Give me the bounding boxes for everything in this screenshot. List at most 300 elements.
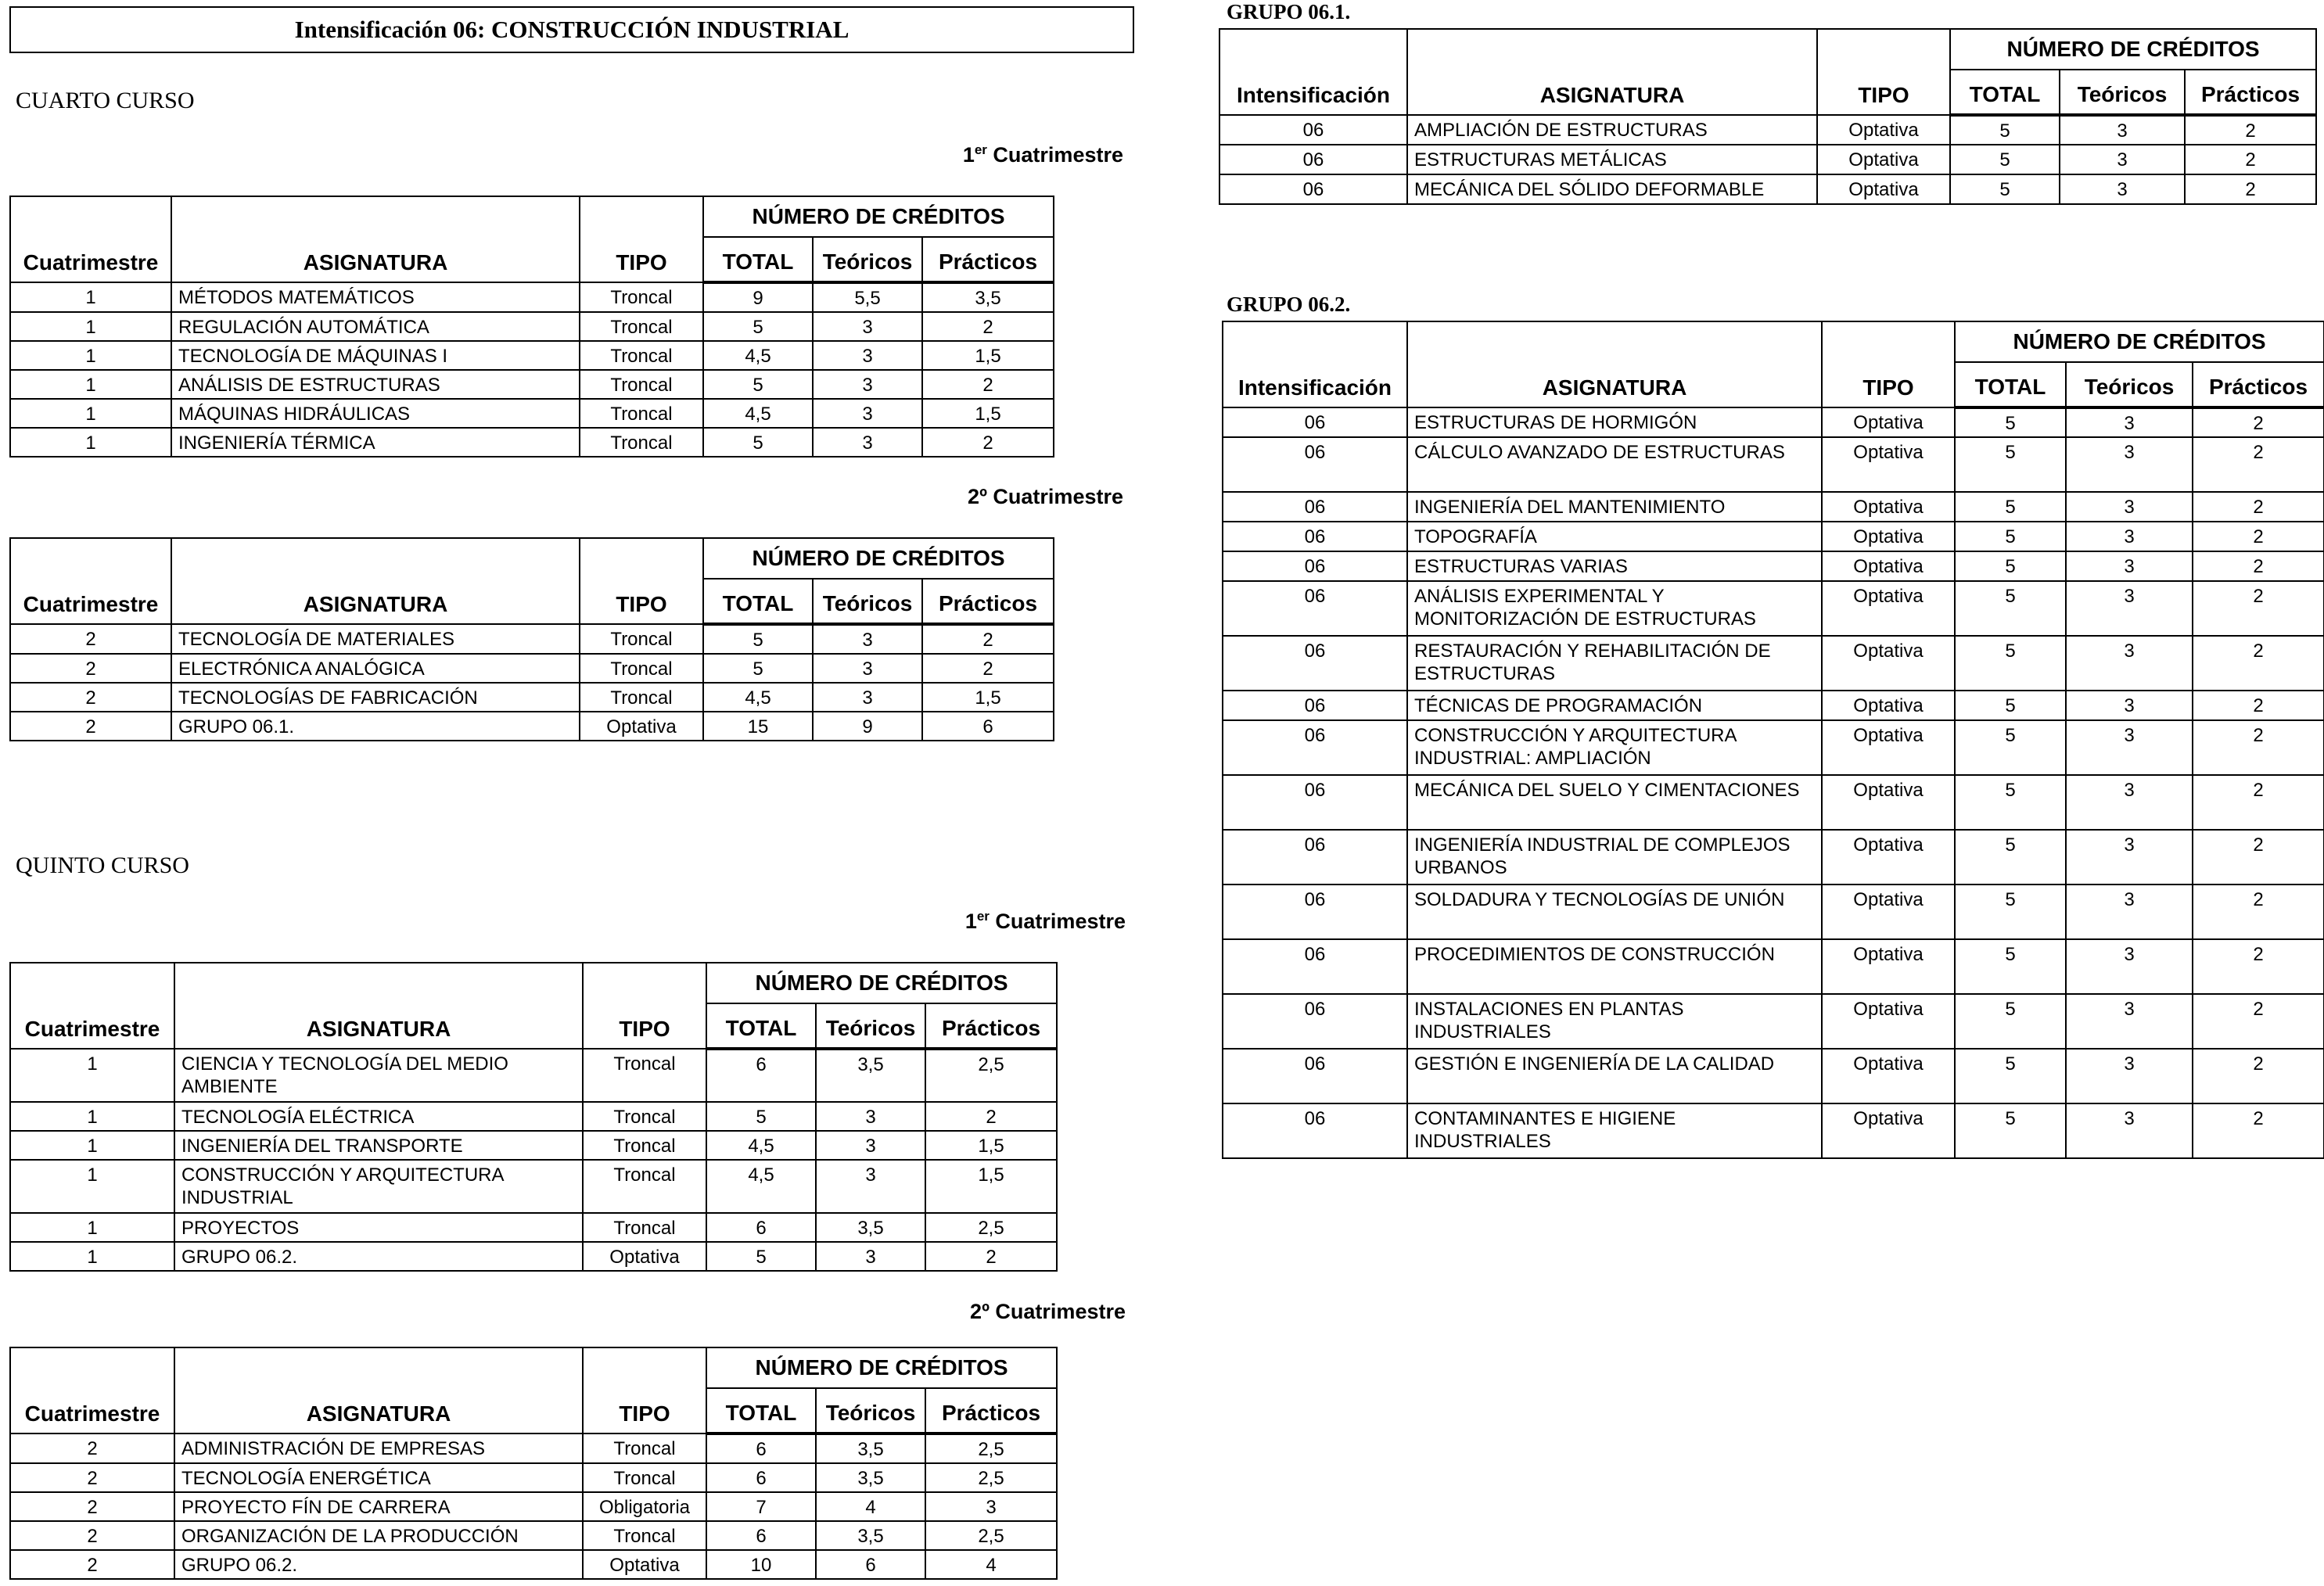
table-row <box>1223 1103 2324 1158</box>
column-header-practicos: Prácticos <box>922 579 1054 624</box>
cell-teoricos: 3 <box>2066 691 2193 720</box>
column-header-asignatura: ASIGNATURA <box>174 963 583 1049</box>
cell-tipo: Troncal <box>580 683 703 712</box>
cell-teoricos: 3 <box>813 341 922 370</box>
column-header-creditos: NÚMERO DE CRÉDITOS <box>1955 321 2324 362</box>
course-label-quinto: QUINTO CURSO <box>16 852 189 878</box>
cell-practicos: 2 <box>2193 551 2324 581</box>
column-header-tipo: TIPO <box>583 1347 706 1434</box>
cell-practicos: 2 <box>2193 884 2324 939</box>
table-row <box>10 712 1054 741</box>
cell-asignatura: ANÁLISIS DE ESTRUCTURAS <box>171 370 580 399</box>
cell-tipo: Optativa <box>1822 939 1955 994</box>
column-header-creditos: NÚMERO DE CRÉDITOS <box>703 538 1054 579</box>
table-row <box>10 1131 1057 1160</box>
cell-intensificacion: 06 <box>1223 691 1407 720</box>
cell-total: 5 <box>1955 492 2066 522</box>
cell-teoricos: 3 <box>2060 145 2185 174</box>
cell-intensificacion: 06 <box>1223 720 1407 775</box>
column-header-tipo: TIPO <box>1822 321 1955 407</box>
cell-tipo: Optativa <box>1822 775 1955 830</box>
cell-asignatura: MECÁNICA DEL SUELO Y CIMENTACIONES <box>1407 775 1822 830</box>
column-header-total: TOTAL <box>703 579 813 624</box>
cell-practicos: 2 <box>2193 830 2324 884</box>
cell-tipo: Optativa <box>1817 174 1950 204</box>
cell-total: 6 <box>706 1463 816 1492</box>
cell-asignatura: INGENIERÍA TÉRMICA <box>171 428 580 457</box>
cell-total: 5 <box>1955 551 2066 581</box>
cell-total: 5 <box>1955 636 2066 691</box>
cell-practicos: 2 <box>922 428 1054 457</box>
cell-intensificacion: 06 <box>1223 551 1407 581</box>
column-header-cuatrimestre: Cuatrimestre <box>10 196 171 282</box>
column-header-tipo: TIPO <box>583 963 706 1049</box>
cell-practicos: 2 <box>922 312 1054 341</box>
cell-asignatura: REGULACIÓN AUTOMÁTICA <box>171 312 580 341</box>
column-header-asignatura: ASIGNATURA <box>171 538 580 624</box>
column-header-total: TOTAL <box>706 1388 816 1434</box>
cell-total: 5 <box>1955 437 2066 492</box>
table-row <box>10 1160 1057 1213</box>
column-header-tipo: TIPO <box>1817 29 1950 115</box>
cell-teoricos: 3 <box>2060 115 2185 145</box>
cell-practicos: 2 <box>2193 1103 2324 1158</box>
cell-total: 5 <box>1955 939 2066 994</box>
column-header-asignatura: ASIGNATURA <box>1407 29 1817 115</box>
cell-cuatrimestre: 1 <box>10 1131 174 1160</box>
cell-cuatrimestre: 1 <box>10 1160 174 1213</box>
table-row <box>1223 551 2324 581</box>
cell-teoricos: 3 <box>813 683 922 712</box>
cell-teoricos: 9 <box>813 712 922 741</box>
cell-practicos: 2,5 <box>925 1049 1057 1102</box>
cell-total: 4,5 <box>703 683 813 712</box>
cell-practicos: 2,5 <box>925 1463 1057 1492</box>
cell-practicos: 1,5 <box>922 683 1054 712</box>
column-header-practicos: Prácticos <box>2193 362 2324 407</box>
cell-intensificacion: 06 <box>1223 492 1407 522</box>
table-row <box>1223 522 2324 551</box>
cell-total: 15 <box>703 712 813 741</box>
cell-asignatura: MECÁNICA DEL SÓLIDO DEFORMABLE <box>1407 174 1817 204</box>
cell-cuatrimestre: 2 <box>10 1521 174 1550</box>
cell-tipo: Troncal <box>583 1521 706 1550</box>
cell-tipo: Optativa <box>1822 830 1955 884</box>
cell-tipo: Optativa <box>1822 551 1955 581</box>
cell-practicos: 2 <box>2193 636 2324 691</box>
cell-tipo: Optativa <box>1822 581 1955 636</box>
cell-tipo: Optativa <box>1822 884 1955 939</box>
cell-tipo: Troncal <box>580 370 703 399</box>
column-header-creditos: NÚMERO DE CRÉDITOS <box>706 963 1057 1003</box>
column-header-cuatrimestre: Cuatrimestre <box>10 963 174 1049</box>
table-row <box>1219 174 2316 204</box>
cell-intensificacion: 06 <box>1219 115 1407 145</box>
cell-practicos: 2 <box>2193 939 2324 994</box>
column-header-practicos: Prácticos <box>925 1003 1057 1049</box>
cell-practicos: 3 <box>925 1492 1057 1521</box>
table-row <box>10 312 1054 341</box>
semester-label-quinto-1: 1er Cuatrimestre <box>964 909 1126 933</box>
cell-asignatura: CONSTRUCCIÓN Y ARQUITECTURA INDUSTRIAL <box>174 1160 583 1213</box>
cell-practicos: 2 <box>2193 437 2324 492</box>
cell-total: 5 <box>1955 1049 2066 1103</box>
cell-teoricos: 3 <box>2066 1049 2193 1103</box>
table-row <box>1223 636 2324 691</box>
cell-intensificacion: 06 <box>1223 407 1407 437</box>
cell-practicos: 2 <box>2193 581 2324 636</box>
cell-teoricos: 3 <box>2066 492 2193 522</box>
table-row <box>1223 492 2324 522</box>
cell-asignatura: INGENIERÍA DEL TRANSPORTE <box>174 1131 583 1160</box>
cell-teoricos: 5,5 <box>813 282 922 312</box>
cell-asignatura: INGENIERÍA DEL MANTENIMIENTO <box>1407 492 1822 522</box>
cell-tipo: Optativa <box>1822 720 1955 775</box>
cell-teoricos: 3 <box>816 1242 925 1271</box>
table-row <box>10 428 1054 457</box>
cell-teoricos: 3,5 <box>816 1434 925 1463</box>
table-cuarto-sem2 <box>9 537 1054 741</box>
cell-tipo: Troncal <box>580 341 703 370</box>
cell-teoricos: 3,5 <box>816 1213 925 1242</box>
cell-practicos: 2 <box>2193 492 2324 522</box>
cell-tipo: Troncal <box>583 1102 706 1131</box>
cell-teoricos: 3 <box>2066 775 2193 830</box>
cell-asignatura: TÉCNICAS DE PROGRAMACIÓN <box>1407 691 1822 720</box>
cell-teoricos: 3 <box>816 1131 925 1160</box>
table-cuarto-sem1 <box>9 196 1054 458</box>
column-header-practicos: Prácticos <box>2185 70 2316 115</box>
cell-teoricos: 6 <box>816 1550 925 1579</box>
table-grupo-062 <box>1222 321 2324 1159</box>
column-header-cuatrimestre: Cuatrimestre <box>10 538 171 624</box>
cell-tipo: Optativa <box>1822 492 1955 522</box>
cell-total: 6 <box>706 1521 816 1550</box>
cell-total: 4,5 <box>706 1131 816 1160</box>
cell-cuatrimestre: 1 <box>10 341 171 370</box>
cell-tipo: Troncal <box>583 1049 706 1102</box>
table-row <box>10 282 1054 312</box>
cell-total: 5 <box>706 1102 816 1131</box>
table-row <box>10 341 1054 370</box>
cell-total: 9 <box>703 282 813 312</box>
cell-cuatrimestre: 1 <box>10 370 171 399</box>
cell-practicos: 2,5 <box>925 1521 1057 1550</box>
table-row <box>10 1049 1057 1102</box>
cell-intensificacion: 06 <box>1223 581 1407 636</box>
table-row <box>1219 145 2316 174</box>
cell-tipo: Troncal <box>583 1131 706 1160</box>
column-header-teoricos: Teóricos <box>2060 70 2185 115</box>
table-row <box>1223 720 2324 775</box>
cell-practicos: 2,5 <box>925 1434 1057 1463</box>
cell-asignatura: PROYECTO FÍN DE CARRERA <box>174 1492 583 1521</box>
cell-asignatura: TECNOLOGÍAS DE FABRICACIÓN <box>171 683 580 712</box>
cell-intensificacion: 06 <box>1219 174 1407 204</box>
cell-tipo: Troncal <box>583 1434 706 1463</box>
cell-asignatura: ESTRUCTURAS DE HORMIGÓN <box>1407 407 1822 437</box>
cell-asignatura: INGENIERÍA INDUSTRIAL DE COMPLEJOS URBANOS <box>1407 830 1822 884</box>
column-header-practicos: Prácticos <box>925 1388 1057 1434</box>
cell-tipo: Troncal <box>580 428 703 457</box>
table-row <box>10 1213 1057 1242</box>
cell-asignatura: ANÁLISIS EXPERIMENTAL Y MONITORIZACIÓN DE ESTRUCTURAS <box>1407 581 1822 636</box>
cell-practicos: 2 <box>2185 115 2316 145</box>
cell-total: 5 <box>1955 720 2066 775</box>
cell-total: 5 <box>1950 174 2060 204</box>
cell-total: 5 <box>1950 145 2060 174</box>
cell-tipo: Troncal <box>580 399 703 428</box>
column-header-creditos: NÚMERO DE CRÉDITOS <box>706 1347 1057 1388</box>
cell-cuatrimestre: 2 <box>10 624 171 654</box>
cell-teoricos: 3 <box>813 624 922 654</box>
cell-asignatura: TECNOLOGÍA DE MÁQUINAS I <box>171 341 580 370</box>
cell-teoricos: 4 <box>816 1492 925 1521</box>
cell-asignatura: PROYECTOS <box>174 1213 583 1242</box>
table-row <box>10 1463 1057 1492</box>
cell-practicos: 3,5 <box>922 282 1054 312</box>
cell-asignatura: SOLDADURA Y TECNOLOGÍAS DE UNIÓN <box>1407 884 1822 939</box>
cell-tipo: Optativa <box>1817 145 1950 174</box>
cell-cuatrimestre: 1 <box>10 399 171 428</box>
cell-asignatura: CIENCIA Y TECNOLOGÍA DEL MEDIO AMBIENTE <box>174 1049 583 1102</box>
cell-practicos: 4 <box>925 1550 1057 1579</box>
cell-cuatrimestre: 2 <box>10 1550 174 1579</box>
cell-practicos: 1,5 <box>925 1160 1057 1213</box>
cell-intensificacion: 06 <box>1223 830 1407 884</box>
cell-intensificacion: 06 <box>1223 1049 1407 1103</box>
table-row <box>1219 115 2316 145</box>
cell-teoricos: 3 <box>816 1102 925 1131</box>
cell-asignatura: CÁLCULO AVANZADO DE ESTRUCTURAS <box>1407 437 1822 492</box>
table-row <box>1223 884 2324 939</box>
cell-practicos: 2 <box>2185 174 2316 204</box>
cell-asignatura: INSTALACIONES EN PLANTAS INDUSTRIALES <box>1407 994 1822 1049</box>
cell-teoricos: 3 <box>2066 1103 2193 1158</box>
column-header-tipo: TIPO <box>580 196 703 282</box>
table-row <box>10 1242 1057 1271</box>
cell-tipo: Optativa <box>1817 115 1950 145</box>
column-header-total: TOTAL <box>706 1003 816 1049</box>
cell-asignatura: GRUPO 06.2. <box>174 1550 583 1579</box>
column-header-total: TOTAL <box>1950 70 2060 115</box>
cell-intensificacion: 06 <box>1223 522 1407 551</box>
cell-tipo: Optativa <box>1822 407 1955 437</box>
cell-asignatura: MÁQUINAS HIDRÁULICAS <box>171 399 580 428</box>
cell-total: 5 <box>1950 115 2060 145</box>
column-header-creditos: NÚMERO DE CRÉDITOS <box>1950 29 2316 70</box>
cell-intensificacion: 06 <box>1223 636 1407 691</box>
cell-tipo: Optativa <box>580 712 703 741</box>
cell-cuatrimestre: 1 <box>10 1213 174 1242</box>
cell-practicos: 2 <box>2193 720 2324 775</box>
cell-practicos: 2 <box>922 370 1054 399</box>
cell-teoricos: 3,5 <box>816 1049 925 1102</box>
table-row <box>10 1434 1057 1463</box>
cell-tipo: Optativa <box>1822 636 1955 691</box>
column-header-tipo: TIPO <box>580 538 703 624</box>
cell-asignatura: GESTIÓN E INGENIERÍA DE LA CALIDAD <box>1407 1049 1822 1103</box>
cell-asignatura: ORGANIZACIÓN DE LA PRODUCCIÓN <box>174 1521 583 1550</box>
group-label-061: GRUPO 06.1. <box>1227 0 1351 23</box>
cell-teoricos: 3,5 <box>816 1463 925 1492</box>
cell-practicos: 2 <box>922 654 1054 683</box>
cell-tipo: Troncal <box>580 654 703 683</box>
cell-teoricos: 3 <box>2066 636 2193 691</box>
column-header-teoricos: Teóricos <box>816 1388 925 1434</box>
cell-teoricos: 3 <box>2060 174 2185 204</box>
cell-asignatura: GRUPO 06.1. <box>171 712 580 741</box>
cell-teoricos: 3 <box>813 428 922 457</box>
cell-cuatrimestre: 1 <box>10 282 171 312</box>
column-header-intensificacion: Intensificación <box>1219 29 1407 115</box>
cell-total: 5 <box>703 624 813 654</box>
cell-cuatrimestre: 2 <box>10 1492 174 1521</box>
table-row <box>1223 407 2324 437</box>
cell-practicos: 2 <box>925 1102 1057 1131</box>
table-row <box>10 399 1054 428</box>
cell-asignatura: ESTRUCTURAS VARIAS <box>1407 551 1822 581</box>
cell-teoricos: 3 <box>816 1160 925 1213</box>
cell-tipo: Troncal <box>583 1213 706 1242</box>
cell-teoricos: 3,5 <box>816 1521 925 1550</box>
table-row <box>1223 939 2324 994</box>
column-header-practicos: Prácticos <box>922 237 1054 282</box>
cell-intensificacion: 06 <box>1223 884 1407 939</box>
table-quinto-sem1 <box>9 962 1058 1272</box>
cell-teoricos: 3 <box>813 654 922 683</box>
table-row <box>1223 775 2324 830</box>
cell-practicos: 2 <box>2193 691 2324 720</box>
semester-label-cuarto-2: 2º Cuatrimestre <box>968 485 1123 508</box>
column-header-asignatura: ASIGNATURA <box>174 1347 583 1434</box>
cell-teoricos: 3 <box>2066 437 2193 492</box>
cell-tipo: Optativa <box>1822 1103 1955 1158</box>
cell-practicos: 2 <box>2193 1049 2324 1103</box>
cell-tipo: Optativa <box>583 1242 706 1271</box>
group-label-062: GRUPO 06.2. <box>1227 292 1351 316</box>
cell-total: 5 <box>703 370 813 399</box>
table-row <box>1223 994 2324 1049</box>
cell-intensificacion: 06 <box>1223 775 1407 830</box>
table-row <box>1223 581 2324 636</box>
cell-practicos: 2 <box>2193 994 2324 1049</box>
cell-asignatura: TECNOLOGÍA ENERGÉTICA <box>174 1463 583 1492</box>
cell-practicos: 6 <box>922 712 1054 741</box>
cell-total: 5 <box>706 1242 816 1271</box>
cell-total: 6 <box>706 1213 816 1242</box>
cell-total: 5 <box>1955 830 2066 884</box>
table-row <box>1223 437 2324 492</box>
cell-cuatrimestre: 1 <box>10 1049 174 1102</box>
cell-total: 4,5 <box>703 341 813 370</box>
cell-cuatrimestre: 1 <box>10 312 171 341</box>
table-row <box>10 1492 1057 1521</box>
cell-total: 5 <box>1955 407 2066 437</box>
cell-tipo: Obligatoria <box>583 1492 706 1521</box>
cell-tipo: Optativa <box>1822 522 1955 551</box>
cell-teoricos: 3 <box>2066 939 2193 994</box>
column-header-cuatrimestre: Cuatrimestre <box>10 1347 174 1434</box>
cell-asignatura: RESTAURACIÓN Y REHABILITACIÓN DE ESTRUCTURAS <box>1407 636 1822 691</box>
cell-teoricos: 3 <box>2066 720 2193 775</box>
column-header-total: TOTAL <box>703 237 813 282</box>
cell-asignatura: TOPOGRAFÍA <box>1407 522 1822 551</box>
cell-teoricos: 3 <box>813 399 922 428</box>
cell-tipo: Troncal <box>580 282 703 312</box>
cell-total: 5 <box>703 312 813 341</box>
column-header-total: TOTAL <box>1955 362 2066 407</box>
table-row <box>10 624 1054 654</box>
cell-practicos: 1,5 <box>925 1131 1057 1160</box>
cell-asignatura: ESTRUCTURAS METÁLICAS <box>1407 145 1817 174</box>
cell-teoricos: 3 <box>2066 581 2193 636</box>
table-row <box>10 1521 1057 1550</box>
cell-teoricos: 3 <box>2066 407 2193 437</box>
table-grupo-061 <box>1219 28 2317 205</box>
table-row <box>10 1102 1057 1131</box>
cell-cuatrimestre: 2 <box>10 683 171 712</box>
semester-label-cuarto-1: 1er Cuatrimestre <box>962 142 1123 167</box>
table-row <box>1223 691 2324 720</box>
column-header-teoricos: Teóricos <box>816 1003 925 1049</box>
cell-total: 7 <box>706 1492 816 1521</box>
cell-practicos: 1,5 <box>922 341 1054 370</box>
cell-cuatrimestre: 2 <box>10 712 171 741</box>
table-row <box>10 1550 1057 1579</box>
cell-tipo: Troncal <box>583 1463 706 1492</box>
cell-asignatura: TECNOLOGÍA ELÉCTRICA <box>174 1102 583 1131</box>
table-quinto-sem2 <box>9 1347 1058 1580</box>
cell-cuatrimestre: 2 <box>10 1463 174 1492</box>
cell-teoricos: 3 <box>813 370 922 399</box>
cell-tipo: Troncal <box>583 1160 706 1213</box>
table-row <box>10 370 1054 399</box>
cell-practicos: 1,5 <box>922 399 1054 428</box>
cell-intensificacion: 06 <box>1223 437 1407 492</box>
cell-practicos: 2 <box>2193 775 2324 830</box>
cell-tipo: Optativa <box>1822 691 1955 720</box>
cell-total: 6 <box>706 1434 816 1463</box>
cell-practicos: 2 <box>2185 145 2316 174</box>
cell-cuatrimestre: 1 <box>10 1242 174 1271</box>
cell-total: 5 <box>1955 691 2066 720</box>
cell-total: 5 <box>1955 1103 2066 1158</box>
cell-asignatura: MÉTODOS MATEMÁTICOS <box>171 282 580 312</box>
column-header-teoricos: Teóricos <box>813 237 922 282</box>
page-title: Intensificación 06: CONSTRUCCIÓN INDUSTRIAL <box>9 6 1134 53</box>
column-header-teoricos: Teóricos <box>813 579 922 624</box>
cell-asignatura: CONSTRUCCIÓN Y ARQUITECTURA INDUSTRIAL: AMPLIACIÓN <box>1407 720 1822 775</box>
cell-tipo: Troncal <box>580 624 703 654</box>
cell-total: 4,5 <box>706 1160 816 1213</box>
cell-tipo: Optativa <box>1822 437 1955 492</box>
column-header-intensificacion: Intensificación <box>1223 321 1407 407</box>
cell-total: 5 <box>1955 994 2066 1049</box>
table-row <box>1223 1049 2324 1103</box>
cell-tipo: Optativa <box>1822 1049 1955 1103</box>
cell-cuatrimestre: 2 <box>10 654 171 683</box>
cell-total: 4,5 <box>703 399 813 428</box>
cell-total: 5 <box>1955 775 2066 830</box>
cell-teoricos: 3 <box>2066 994 2193 1049</box>
cell-tipo: Optativa <box>1822 994 1955 1049</box>
cell-teoricos: 3 <box>2066 884 2193 939</box>
cell-cuatrimestre: 1 <box>10 428 171 457</box>
cell-total: 5 <box>1955 581 2066 636</box>
cell-asignatura: CONTAMINANTES E HIGIENE INDUSTRIALES <box>1407 1103 1822 1158</box>
cell-asignatura: AMPLIACIÓN DE ESTRUCTURAS <box>1407 115 1817 145</box>
